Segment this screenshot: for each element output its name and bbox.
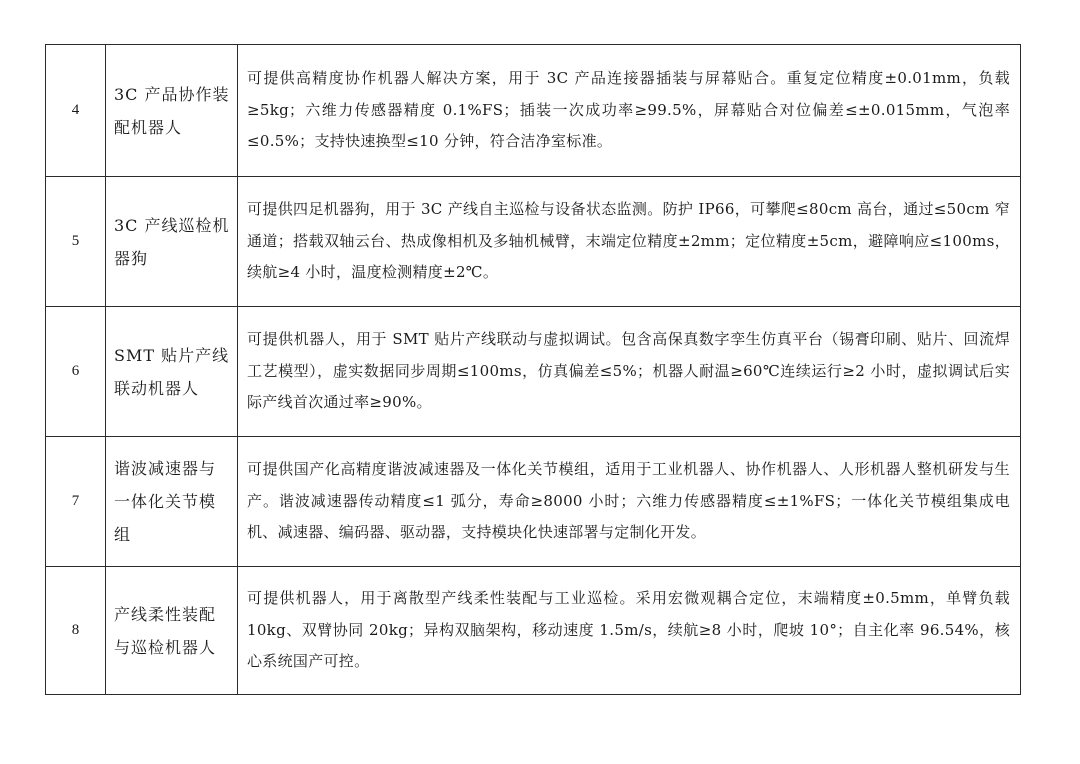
row-number: 8 [46, 567, 106, 695]
table-row [46, 177, 1021, 307]
description-text: 可提供机器人，用于 SMT 贴片产线联动与虚拟调试。包含高保真数字孪生仿真平台（锡膏印刷、贴片、回流焊工艺模型），虚实数据同步周期≤100ms，仿真偏差≤5%；机器人耐温≥60℃连续运行≥2 小时，虚拟调试后实际产线首次通过率≥90%。 [247, 330, 1010, 412]
product-description [238, 437, 1021, 567]
product-description [238, 307, 1021, 437]
product-description [238, 567, 1021, 695]
table-row [46, 307, 1021, 437]
table-row [46, 45, 1021, 177]
product-name: 3C 产品协作装配机器人 [106, 45, 238, 177]
product-description [238, 45, 1021, 177]
spec-table [45, 44, 1021, 695]
row-number: 7 [46, 437, 106, 567]
row-number: 4 [46, 45, 106, 177]
description-text: 可提供机器人，用于离散型产线柔性装配与工业巡检。采用宏微观耦合定位，末端精度±0.5mm，单臂负载 10kg、双臂协同 20kg；异构双脑架构，移动速度 1.5m/s，续航≥8 小时，爬坡 10°；自主化率 96.54%，核心系统国产可控。 [247, 589, 1010, 671]
product-name: SMT 贴片产线联动机器人 [106, 307, 238, 437]
description-text: 可提供四足机器狗，用于 3C 产线自主巡检与设备状态监测。防护 IP66，可攀爬≤80cm 高台，通过≤50cm 窄通道；搭载双轴云台、热成像相机及多轴机械臂，末端定位精度±2mm；定位精度±5cm，避障响应≤100ms，续航≥4 小时，温度检测精度±2℃。 [247, 200, 1010, 282]
description-text: 可提供高精度协作机器人解决方案，用于 3C 产品连接器插装与屏幕贴合。重复定位精度±0.01mm，负载≥5kg；六维力传感器精度 0.1%FS；插装一次成功率≥99.5%，屏幕贴合对位偏差≤±0.015mm，气泡率≤0.5%；支持快速换型≤10 分钟，符合洁净室标准。 [247, 69, 1010, 151]
table-row [46, 437, 1021, 567]
product-name: 产线柔性装配与巡检机器人 [106, 567, 238, 695]
table-row [46, 567, 1021, 695]
row-number: 6 [46, 307, 106, 437]
product-name: 3C 产线巡检机器狗 [106, 177, 238, 307]
product-name: 谐波减速器与一体化关节模组 [106, 437, 238, 567]
description-text: 可提供国产化高精度谐波减速器及一体化关节模组，适用于工业机器人、协作机器人、人形机器人整机研发与生产。谐波减速器传动精度≤1 弧分，寿命≥8000 小时；六维力传感器精度≤±1%FS；一体化关节模组集成电机、减速器、编码器、驱动器，支持模块化快速部署与定制化开发。 [247, 460, 1010, 542]
product-description [238, 177, 1021, 307]
row-number: 5 [46, 177, 106, 307]
